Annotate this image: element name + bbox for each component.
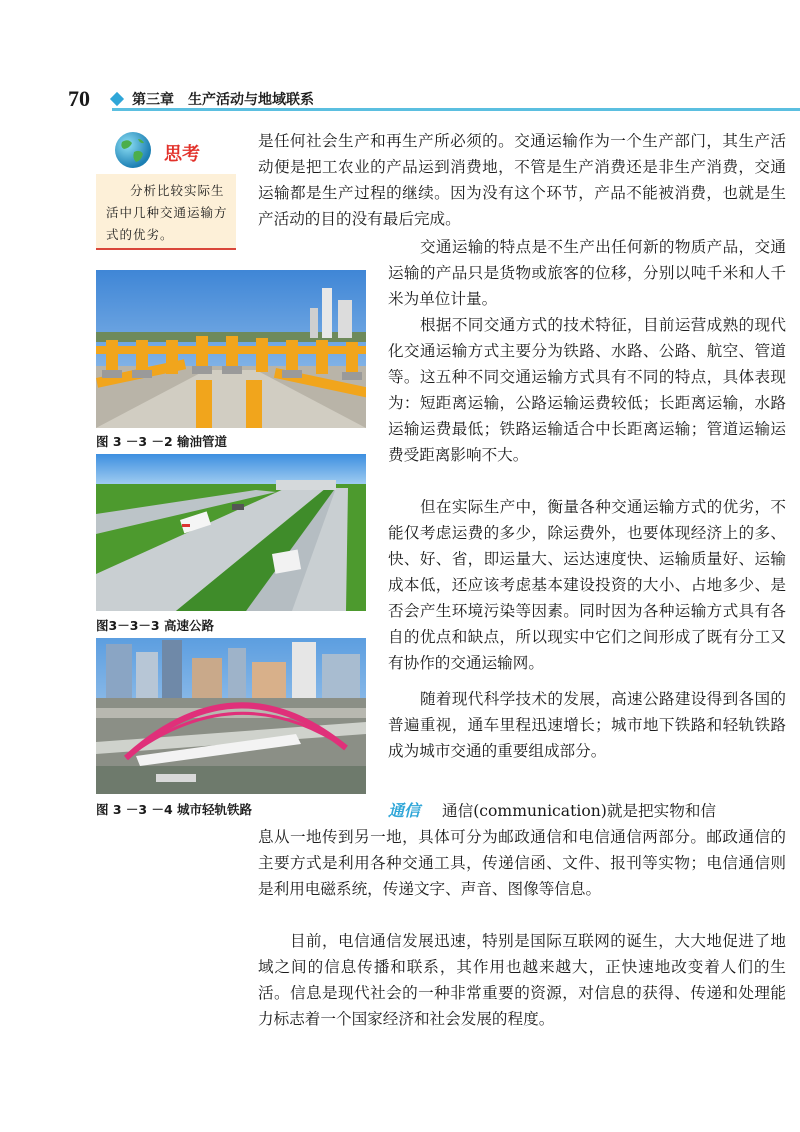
expressway-photo	[96, 454, 366, 611]
paragraph-3: 根据不同交通方式的技术特征，目前运营成熟的现代化交通运输方式主要分为铁路、水路、公路、航空、管道等。这五种不同交通运输方式具有不同的特点，具体表现为：短距离运输，公路运输运费较低；长距离运输，水路运输运费最低；铁路运输适合中长距离运输；管道运输运费受距离影响不大。	[388, 316, 786, 464]
diamond-icon	[110, 92, 124, 106]
figure-caption-pipeline: 图 3 －3 －2 输油管道	[96, 434, 228, 449]
chapter-title: 第三章 生产活动与地域联系	[132, 92, 314, 108]
think-text: 分析比较实际生活中几种交通运输方式的优劣。	[106, 183, 228, 242]
paragraph-7: 目前，电信通信发展迅速，特别是国际互联网的诞生，大大地促进了地域之间的信息传播和联系，其作用也越来越大，正快速地改变着人们的生活。信息是现代社会的一种非常重要的资源，对信息的获得、传递和处理能力标志着一个国家经济和社会发展的程度。	[258, 932, 786, 1028]
think-header	[96, 128, 236, 168]
paragraph-1: 是任何社会生产和再生产所必须的。交通运输作为一个生产部门，其生产活动便是把工农业的产品运到消费地，不管是生产消费还是非生产消费，交通运输都是生产过程的继续。因为没有这个环节，产品不能被消费，也就是生产活动的目的没有最后完成。	[258, 132, 786, 228]
paragraph-2: 交通运输的特点是不生产出任何新的物质产品，交通运输的产品只是货物或旅客的位移，分别以吨千米和人千米为单位计量。	[388, 238, 786, 308]
paragraph-6-start: 通信(communication)就是把实物和信	[442, 802, 717, 820]
page-number: 70	[68, 86, 90, 111]
think-title: 思考	[164, 144, 200, 165]
oil-pipeline-photo	[96, 270, 366, 428]
paragraph-5: 随着现代科学技术的发展，高速公路建设得到各国的普遍重视，通车里程迅速增长；城市地下铁路和轻轨铁路成为城市交通的重要组成部分。	[388, 690, 786, 760]
figure-caption-expressway: 图3－3－3 高速公路	[96, 618, 214, 633]
keyword-communication: 通信	[388, 801, 421, 820]
think-body	[96, 174, 236, 250]
figure-caption-light-rail: 图 3 －3 －4 城市轻轨铁路	[96, 802, 253, 817]
header-divider	[112, 108, 800, 111]
light-rail-photo	[96, 638, 366, 794]
paragraph-4: 但在实际生产中，衡量各种交通运输方式的优劣，不能仅考虑运费的多少，除运费外，也要体现经济上的多、快、好、省，即运量大、运达速度快、运输质量好、运输成本低，还应该考虑基本建设投资的大小、占地多少、是否会产生环境污染等因素。同时因为各种运输方式具有各自的优点和缺点，所以现实中它们之间形成了既有分工又有协作的交通运输网。	[388, 498, 786, 672]
paragraph-6: 息从一地传到另一地，具体可分为邮政通信和电信通信两部分。邮政通信的主要方式是利用各种交通工具，传递信函、文件、报刊等实物；电信通信则是利用电磁系统，传递文字、声音、图像等信息。	[258, 828, 786, 898]
paragraph-6-first-line	[388, 798, 786, 824]
think-box	[96, 128, 236, 250]
globe-icon	[112, 130, 154, 170]
